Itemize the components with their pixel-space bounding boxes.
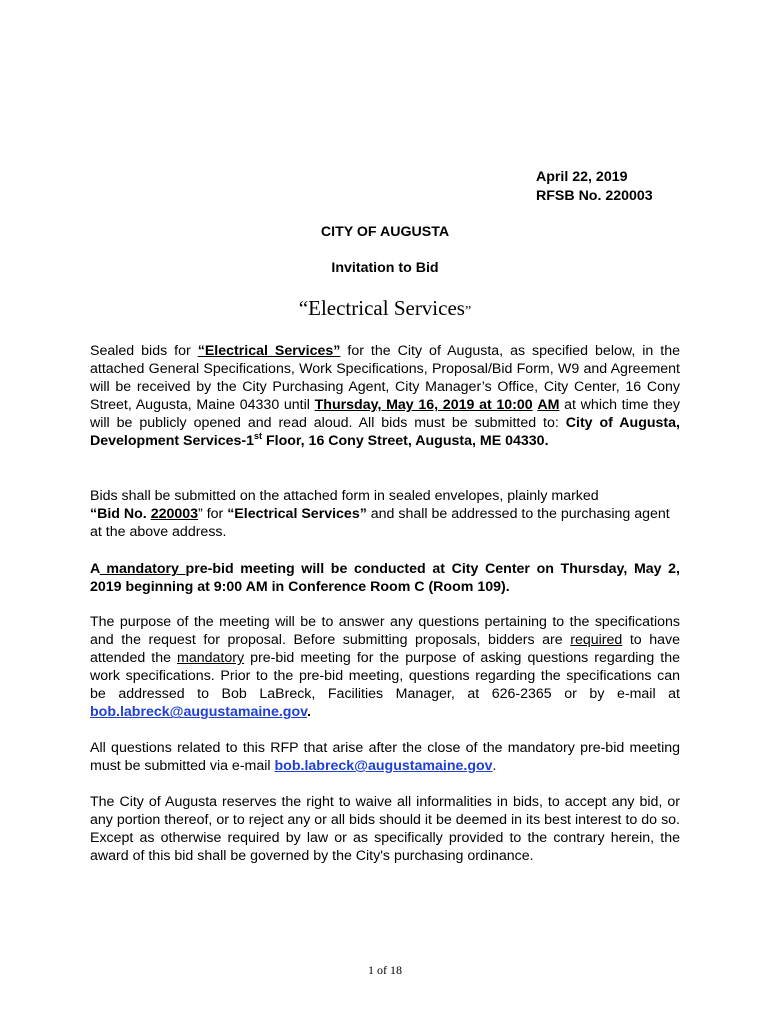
ordinal-suffix: st [254, 431, 263, 442]
title-open-quote: “ [298, 296, 309, 320]
title-text: Electrical Services [308, 296, 465, 320]
text: pre-bid meeting for the purpose of asking questions regarding the work specifications. Prior to the pre-bid meeting, questions regarding the specifications can be addressed to Bob LaBreck, Facilities Manager, at 626-2365 or by e-mail at [90, 650, 680, 703]
text: to have attended the [90, 632, 681, 667]
address-part: Floor, 16 Cony Street, Augusta, ME 04330. [262, 433, 549, 450]
text: for the City of Augusta, as specified below, in the attached General Specifications, Work Specifications, Proposal/Bid Form, W9 and Agreement will be received by the City Purchasing Agent, City Manager’s Office, City Center, 16 Cony Street, Augusta, Maine 04330 until [90, 343, 680, 414]
text: The purpose of the meeting will be to answer any questions pertaining to the specifications and the request for proposal. Before submitting proposals, bidders are [90, 614, 680, 649]
bid-deadline-am: AM [537, 397, 560, 414]
email-link[interactable]: bob.labreck@augustamaine.gov [90, 704, 307, 721]
page-number: 1 of 18 [368, 963, 402, 977]
paragraph-bid-submission [90, 487, 680, 541]
text: Sealed bids for [90, 343, 198, 359]
text: All questions related to this RFP that arise after the close of the mandatory pre-bid meeting must be submitted via e-mail [90, 740, 680, 775]
header-block [536, 168, 653, 206]
paragraph-questions [90, 739, 680, 775]
bid-label: “Bid No. [90, 506, 151, 523]
text: A [90, 561, 100, 577]
document-date: April 22, 2019 [536, 169, 628, 185]
mandatory-emphasis: mandatory [177, 650, 245, 667]
text: and shall be addressed to the purchasing agent at the above address. [90, 506, 670, 541]
text: at which time they will be publicly opened and read aloud. All bids must be submitted to: [90, 397, 680, 432]
address-part: City of Augusta, Development Services-1 [90, 415, 680, 450]
organization-name: CITY OF AUGUSTA [320, 224, 450, 240]
mandatory-emphasis: mandatory [99, 561, 186, 577]
paragraph-prebid-meeting [90, 560, 680, 596]
document-type: Invitation to Bid [331, 260, 439, 276]
title-close-quote: ” [464, 304, 472, 319]
text: . [492, 758, 497, 775]
project-name: “Electrical Services” [197, 343, 341, 359]
bid-number: 220003 [150, 506, 199, 523]
rfsb-number: RFSB No. 220003 [536, 188, 653, 204]
paragraph-rights-reserved: The City of Augusta reserves the right to waive all informalities in bids, to accept any bid, or any portion thereof, or to reject any or all bids should it be deemed in its best interest to do so. Except as otherwise required by law or as specifically provided to the contrary herein, the award of this bid shall be governed by the City's purchasing ordinance. [90, 794, 680, 865]
paragraph-sealed-bids [90, 342, 680, 451]
text: ” for [198, 506, 228, 523]
text: pre-bid meeting will be conducted at City Center on Thursday, May 2, 2019 beginning at 9:00 AM in Conference Room C (Room 109). [90, 561, 681, 596]
paragraph-purpose [90, 613, 680, 722]
project-name: “Electrical Services” [227, 506, 367, 523]
required-emphasis: required [570, 632, 623, 649]
page-title [0, 296, 770, 321]
text: . [306, 704, 311, 721]
email-link[interactable]: bob.labreck@augustamaine.gov [274, 758, 493, 775]
text: Bids shall be submitted on the attached form in sealed envelopes, plainly marked [90, 488, 599, 504]
bid-deadline: Thursday, May 16, 2019 at 10:00 [314, 397, 533, 414]
